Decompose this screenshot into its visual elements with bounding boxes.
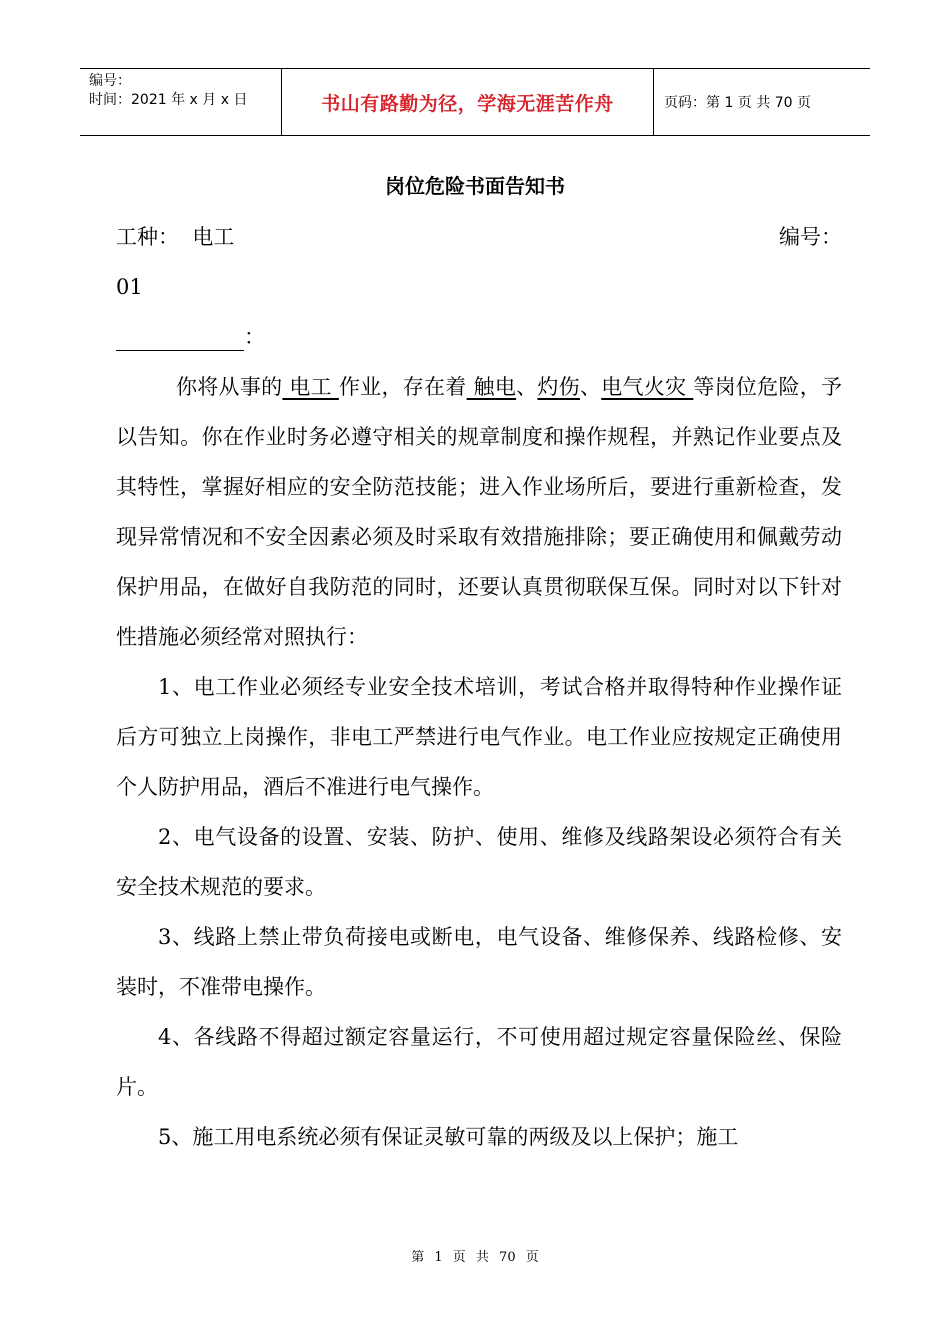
recipient-blank: [116, 326, 244, 351]
intro-paragraph: [116, 362, 842, 662]
header-motto: 书山有路勤为径，学海无涯苦作舟: [282, 69, 654, 135]
rule-item-1: 1、电工作业必须经专业安全技术培训，考试合格并取得特种作业操作证后方可独立上岗操作，非电工严禁进行电气作业。电工作业应按规定正确使用个人防护用品，酒后不准进行电气操作。: [116, 675, 842, 799]
job-type-row: [116, 212, 842, 262]
hazard-electric-shock: 触电: [466, 375, 517, 399]
header-meta-cell: [80, 69, 282, 135]
intro-text-2: 作业，存在着: [338, 375, 467, 399]
job-type-label: 工种：: [116, 225, 179, 249]
intro-text-3: 等岗位危险，予以告知。你在作业时务必遵守相关的规章制度和操作规程，并熟记作业要点及其特性，掌握好相应的安全防范技能；进入作业场所后，要进行重新检查，发现异常情况和不安全因素必须及时采取有效措施排除；要正确使用和佩戴劳动保护用品，在做好自我防范的同时，还要认真贯彻联保互保。同时对以下针对性措施必须经常对照执行：: [116, 375, 843, 649]
recipient-row: [116, 312, 842, 362]
document-body: [116, 212, 842, 1162]
job-number-value: 01: [116, 275, 143, 299]
page-footer: 第 1 页 共 70 页: [411, 1250, 539, 1265]
header-page-info: 页码：第 1 页 共 70 页: [664, 95, 811, 111]
hazard-burn: 灼伤: [537, 375, 580, 399]
header-table: [80, 68, 870, 136]
rule-item-2: 2、电气设备的设置、安装、防护、使用、维修及线路架设必须符合有关安全技术规范的要求。: [116, 825, 842, 899]
hazard-separator-1: 、: [516, 375, 538, 399]
hazard-electrical-fire: 电气火灾: [601, 375, 694, 399]
recipient-colon: ：: [244, 325, 265, 349]
header-time-label: 时间：2021 年 x 月 x 日: [89, 92, 248, 108]
rule-item-4: 4、各线路不得超过额定容量运行，不可使用超过规定容量保险丝、保险片。: [116, 1025, 842, 1099]
job-number-label: 编号：: [779, 225, 842, 249]
job-type-value: 电工: [192, 225, 235, 249]
job-type: [116, 212, 234, 262]
intro-work-type: 电工: [282, 375, 339, 399]
intro-text-1: 你将从事的: [176, 375, 283, 399]
document-title: 岗位危险书面告知书: [385, 174, 565, 198]
header-number-label: 编号：: [89, 73, 131, 89]
rule-item-3: 3、线路上禁止带负荷接电或断电，电气设备、维修保养、线路检修、安装时，不准带电操作。: [116, 925, 842, 999]
hazard-separator-2: 、: [579, 375, 602, 399]
rule-item-5: 5、施工用电系统必须有保证灵敏可靠的两级及以上保护；施工: [158, 1125, 739, 1149]
